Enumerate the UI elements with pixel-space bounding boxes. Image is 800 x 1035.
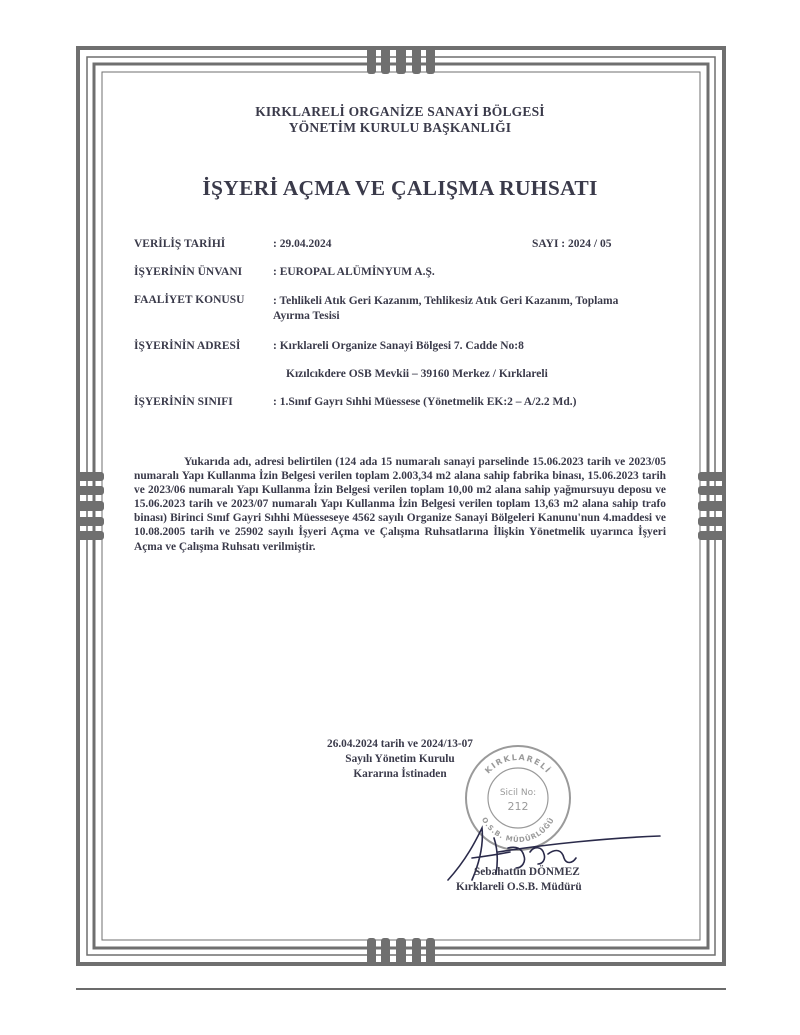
signatory-name: Sebahattin DÖNMEZ — [474, 866, 580, 878]
date-label: VERİLİŞ TARİHİ — [134, 238, 226, 250]
activity-label: FAALİYET KONUSU — [134, 294, 245, 306]
signatory-title: Kırklareli O.S.B. Müdürü — [456, 881, 582, 893]
bottom-divider — [76, 988, 726, 990]
approval-line-3: Kararına İstinaden — [353, 768, 447, 780]
business-name-value: : EUROPAL ALÜMİNYUM A.Ş. — [273, 266, 435, 278]
board-name: YÖNETİM KURULU BAŞKANLIĞI — [288, 120, 512, 135]
seal-registry-label: Sicil No: — [499, 788, 537, 798]
organization-name: KIRKLARELİ ORGANİZE SANAYİ BÖLGESİ — [255, 104, 545, 119]
activity-value: : Tehlikeli Atık Geri Kazanım, Tehlikesiz Atık Geri Kazanım, Toplama Ayırma Tesisi — [273, 295, 619, 322]
approval-line-1: 26.04.2024 tarih ve 2024/13-07 — [327, 738, 473, 750]
svg-text:KIRKLARELİ — [483, 753, 553, 776]
address-value-line1: : Kırklareli Organize Sanayi Bölgesi 7. Cadde No:8 — [273, 340, 524, 352]
license-statement: Yukarıda adı, adresi belirtilen (124 ada 15 numaralı sanayi parselinde 15.06.2023 tarih ve 2023/05 numaralı Yapı Kullanma İzin Belgesi verilen toplam 2.003,34 m2 alana sahip fabrika binası, 15.06.2023 tarih ve 2023/06 numaralı Yapı Kullanma İzin Belgesi verilen toplam 10,00 m2 alana sahip yağmursuyu deposu ve 15.06.2023 tarih ve 2023/07 numaralı Yapı Kullanma İzin Belgesi verilen toplam 13,63 m2 alana sahip trafo binası) Birinci Sınıf Gayri Sıhhi Müesseseye 4562 sayılı Organize Sanayi Bölgeleri Kanunu'nun 4.maddesi ve 10.08.2005 tarih ve 25902 sayılı İşyeri Açma ve Çalışma Ruhsatlarına İlişkin Yönetmelik uyarınca İşyeri Açma ve Çalışma Ruhsatı verilmiştir. — [134, 456, 666, 553]
document-number: SAYI : 2024 / 05 — [532, 238, 612, 250]
seal-registry-number: 212 — [507, 800, 529, 813]
address-label: İŞYERİNİN ADRESİ — [134, 340, 241, 352]
approval-line-2: Sayılı Yönetim Kurulu — [345, 753, 455, 765]
seal-bottom-text: O.S.B. MÜDÜRLÜĞÜ — [479, 816, 557, 845]
document-title: İŞYERİ AÇMA VE ÇALIŞMA RUHSATI — [202, 176, 598, 200]
seal-top-text: KIRKLARELİ — [483, 752, 553, 776]
address-value-line2: Kızılcıkdere OSB Mevkii – 39160 Merkez / Kırklareli — [286, 368, 548, 380]
class-label: İŞYERİNİN SINIFI — [134, 396, 233, 408]
business-name-label: İŞYERİNİN ÜNVANI — [134, 266, 243, 278]
class-value: : 1.Sınıf Gayrı Sıhhi Müessese (Yönetmelik EK:2 – A/2.2 Md.) — [273, 396, 577, 408]
date-value: : 29.04.2024 — [273, 238, 332, 250]
